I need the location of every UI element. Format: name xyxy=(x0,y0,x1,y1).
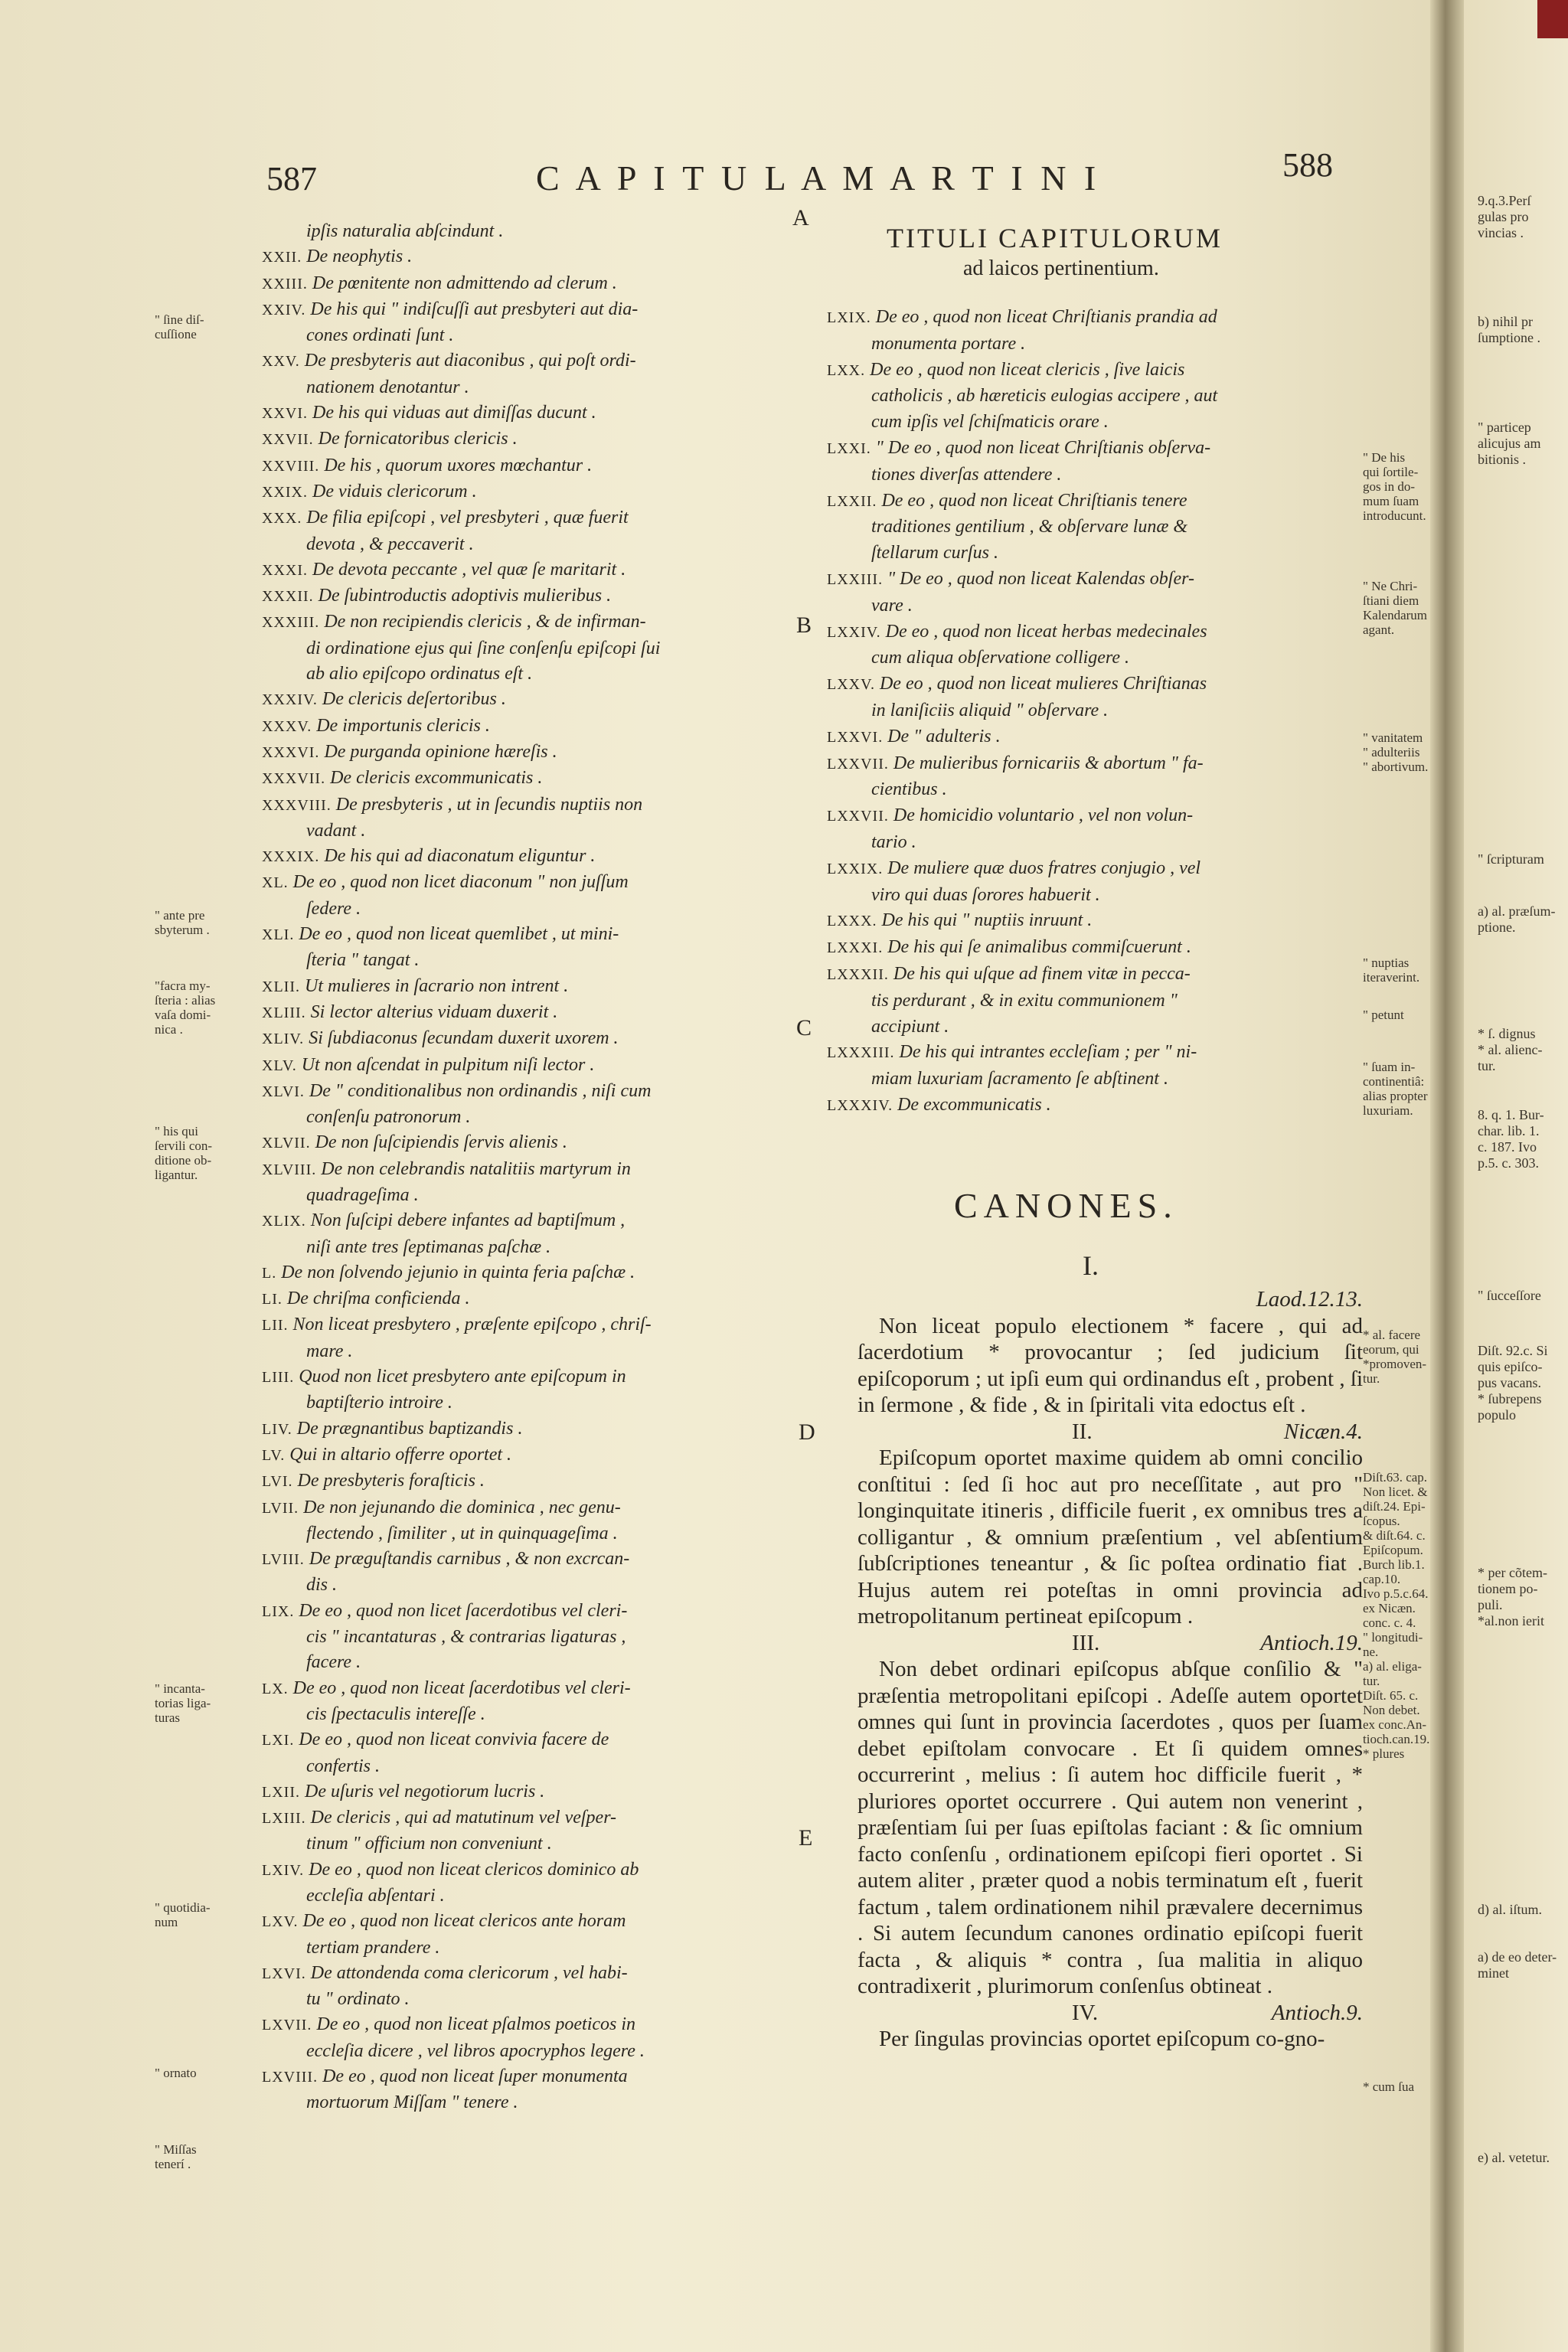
chapter-entry xyxy=(262,1286,790,1312)
canon-source: Antioch.19. xyxy=(1260,1630,1363,1655)
chapter-number: XXVII. xyxy=(262,431,318,449)
chapter-continuation: tu " ordinato . xyxy=(306,1989,410,2010)
chapter-title: De præguſtandis carnibus , & non excrcan- xyxy=(309,1549,630,1570)
chapter-title: De eo , quod non liceat ſuper monumenta xyxy=(322,2066,628,2087)
adjacent-note: a) de eo deter- minet xyxy=(1478,1949,1557,1981)
chapter-number: XXII. xyxy=(262,249,307,266)
chapter-title: De eo , quod non liceat Chriſtianis prandia ad xyxy=(875,307,1217,327)
chapter-number: LXXIV. xyxy=(827,623,886,641)
chapter-title: De his qui intrantes eccleſiam ; per " ni- xyxy=(899,1042,1197,1063)
chapter-continuation: niſi ante tres ſeptimanas paſchæ . xyxy=(306,1236,551,1257)
chapter-title: De non celebrandis natalitiis martyrum in xyxy=(321,1158,631,1179)
margin-note: " vanitatem " adulteriis " abortivum. xyxy=(1363,730,1429,774)
chapter-title: De " conditionalibus non ordinandis , niſi cum xyxy=(309,1080,652,1101)
canon-number: IV. xyxy=(1072,2000,1099,2025)
chapter-title: De clericis deſertoribus . xyxy=(322,689,506,710)
chapter-entry xyxy=(262,348,790,374)
canon-number-i: I. xyxy=(1083,1250,1099,1281)
chapter-continuation: vadant . xyxy=(306,820,366,841)
chapter-number: LI. xyxy=(262,1291,287,1308)
chapter-number: LXII. xyxy=(262,1783,305,1801)
chapter-entry xyxy=(262,1157,790,1183)
chapter-entry xyxy=(262,1495,790,1521)
chapter-number: LXXXI. xyxy=(827,939,888,957)
chapter-number: XLIII. xyxy=(262,1004,311,1021)
chapter-title: De presbyteris aut diaconibus , qui poſt ordi- xyxy=(304,351,636,371)
chapter-number: LXIV. xyxy=(262,1861,309,1879)
chapter-title: " De eo , quod non liceat Kalendas obſer- xyxy=(887,568,1194,589)
chapter-entry xyxy=(827,488,1363,515)
adjacent-note: 8. q. 1. Bur- char. lib. 1. c. 187. Ivo p.5. c. 303. xyxy=(1478,1107,1544,1171)
canon-source: Antioch.9. xyxy=(1271,2000,1363,2025)
chapter-title: De non ſuſcipiendis ſervis alienis . xyxy=(315,1132,567,1153)
chapter-entry xyxy=(262,271,790,297)
chapter-number: XXXVI. xyxy=(262,743,325,761)
chapter-title: De his qui ſe animalibus commiſcuerunt . xyxy=(887,937,1191,958)
margin-note: "facra my- ſteria : alias vaſa domi- nica . xyxy=(155,978,216,1037)
chapter-title: De eo , quod non liceat quemlibet , ut mini- xyxy=(299,924,619,945)
chapter-title: De devota peccante , vel quæ ſe maritarit . xyxy=(312,559,626,580)
chapter-continuation: baptiſterio introire . xyxy=(306,1393,452,1413)
chapter-continuation: vare . xyxy=(871,595,913,616)
section-letter-b: B xyxy=(796,612,812,638)
chapter-title: De eo , quod non liceat clericos ante horam xyxy=(302,1911,626,1932)
chapter-continuation: tiones diverſas attendere . xyxy=(871,464,1062,485)
chapter-number: LXXV. xyxy=(827,676,880,694)
chapter-title: De non ſolvendo jejunio in quinta feria paſchæ . xyxy=(281,1262,635,1282)
chapter-number: XLII. xyxy=(262,978,305,995)
chapter-entry xyxy=(262,557,790,583)
margin-note: " incanta- torias liga- turas xyxy=(155,1681,211,1725)
chapter-continuation: miam luxuriam ſacramento ſe abſtinent . xyxy=(871,1069,1168,1089)
margin-note: " ornato xyxy=(155,2066,197,2080)
chapter-number: LIX. xyxy=(262,1602,299,1620)
right-chapter-list xyxy=(827,305,1363,1119)
chapter-number: LXXX. xyxy=(827,913,882,930)
canon-header xyxy=(858,1630,1363,1657)
chapter-continuation: eccleſia dicere , vel libros apocryphos legere . xyxy=(306,2040,645,2061)
chapter-title: De eo , quod non liceat clericos dominico ab xyxy=(309,1859,639,1880)
chapter-number: XXVI. xyxy=(262,405,312,423)
chapter-entry xyxy=(262,609,790,635)
chapter-entry xyxy=(262,870,790,896)
chapter-number: XLVII. xyxy=(262,1135,315,1152)
chapter-entry xyxy=(827,567,1363,593)
chapter-continuation: cum aliqua obſervatione colligere . xyxy=(871,648,1130,668)
chapter-number: LXXI. xyxy=(827,439,876,457)
chapter-number: XXV. xyxy=(262,353,305,371)
margin-note: " his qui ſervili con- ditione ob- ligantur. xyxy=(155,1124,213,1182)
chapter-number: LXXXIII. xyxy=(827,1044,900,1062)
chapter-entry xyxy=(262,426,790,452)
chapter-title: De his qui " nuptiis inruunt . xyxy=(881,910,1093,931)
chapter-number: LXX. xyxy=(827,361,871,379)
chapter-title: De clericis , qui ad matutinum vel veſper- xyxy=(310,1808,617,1828)
chapter-number: LXVII. xyxy=(262,2017,317,2034)
chapter-number: LXXVII. xyxy=(827,755,893,773)
margin-note: * cum ſua xyxy=(1363,2079,1415,2094)
canon-number xyxy=(858,1286,1072,1313)
chapter-continuation: ſtellarum curſus . xyxy=(871,543,998,564)
chapter-continuation: facere . xyxy=(306,1652,361,1673)
chapter-title: De fornicatoribus clericis . xyxy=(318,429,518,449)
chapter-entry xyxy=(262,1961,790,1987)
chapter-title: Qui in altario offerre oportet . xyxy=(289,1444,512,1465)
chapter-number: XXXVII. xyxy=(262,770,331,788)
chapter-number: LIII. xyxy=(262,1369,299,1387)
chapter-entry xyxy=(262,2064,790,2090)
canon-number: III. xyxy=(1072,1630,1100,1655)
adjacent-note: b) nihil pr ſumptione . xyxy=(1478,314,1540,345)
chapter-entry xyxy=(262,1442,790,1468)
chapter-number: XLVI. xyxy=(262,1083,309,1100)
chapter-title: De eo , quod non liceat herbas medecinales xyxy=(885,621,1207,642)
canon-header xyxy=(858,2000,1363,2027)
margin-note: " Ne Chri- ſtiani diem Kalendarum agant. xyxy=(1363,579,1428,637)
chapter-entry xyxy=(827,305,1363,332)
chapter-continuation: conſenſu patronorum . xyxy=(306,1107,471,1128)
adjacent-note: Diſt. 92.c. Si quis epiſco- pus vacans. * ſubrepens populo xyxy=(1478,1343,1548,1423)
section-letter-e: E xyxy=(799,1825,813,1851)
chapter-number: LVI. xyxy=(262,1473,298,1491)
section-letter-a: A xyxy=(792,205,809,230)
chapter-title: De prægnantibus baptizandis . xyxy=(296,1418,523,1439)
chapter-entry xyxy=(262,1468,790,1494)
chapter-number: XXXVIII. xyxy=(262,796,336,814)
chapter-continuation: di ordinatione ejus qui ſine conſenſu epiſcopi ſui xyxy=(306,638,661,658)
chapter-entry xyxy=(262,1547,790,1573)
chapter-entry xyxy=(827,962,1363,988)
chapter-continuation: ipſis naturalia abſcindunt . xyxy=(306,221,504,241)
adjacent-note: d) al. iſtum. xyxy=(1478,1902,1542,1917)
chapter-continuation: tinum " officium non conveniunt . xyxy=(306,1834,552,1854)
chapter-title: De his qui uſque ad finem vitæ in pecca- xyxy=(893,963,1191,984)
chapter-title: De presbyteris , ut in ſecundis nuptiis non xyxy=(335,794,643,815)
chapter-title: De his qui " indiſcuſſi aut presbyteri aut dia- xyxy=(310,299,639,319)
chapter-title: De viduis clericorum . xyxy=(312,481,477,501)
tituli-subheading: ad laicos pertinentium. xyxy=(963,256,1159,280)
chapter-entry xyxy=(262,244,790,270)
adjacent-note: 9.q.3.Perſ gulas pro vincias . xyxy=(1478,193,1531,240)
chapter-entry xyxy=(262,1909,790,1935)
margin-note: * al. facere eorum, qui *promoven- tur. xyxy=(1363,1328,1427,1386)
chapter-title: De eo , quod non liceat convivia facere de xyxy=(299,1730,609,1750)
chapter-title: De attondenda coma clericorum , vel habi- xyxy=(310,1962,628,1983)
chapter-continuation: cones ordinati ſunt . xyxy=(306,325,454,346)
chapter-continuation: traditiones gentilium , & obſervare lunæ & xyxy=(871,517,1188,537)
chapter-continuation: ſedere . xyxy=(306,898,361,919)
left-page-number: 587 xyxy=(266,160,317,198)
chapter-entry xyxy=(262,1676,790,1702)
chapter-title: De " adulteris . xyxy=(887,726,1001,746)
chapter-number: XXXI. xyxy=(262,561,312,579)
canon-header xyxy=(858,1286,1363,1313)
chapter-number: LV. xyxy=(262,1446,290,1464)
chapter-continuation: cis ſpectaculis intereſſe . xyxy=(306,1704,485,1724)
chapter-continuation: quadrageſima . xyxy=(306,1184,419,1205)
canon-paragraph: Per ſingulas provincias oportet epiſcopum co-gno- xyxy=(879,2027,1325,2051)
adjacent-note: " ſucceſſore xyxy=(1478,1288,1541,1303)
chapter-entry xyxy=(262,1727,790,1753)
chapter-title: Si lector alterius viduam duxerit . xyxy=(310,1001,558,1022)
chapter-continuation: catholicis , ab hæreticis eulogias accipere , aut xyxy=(871,386,1218,407)
chapter-number: LIV. xyxy=(262,1420,297,1438)
chapter-number: XXIII. xyxy=(262,275,312,292)
chapter-title: De presbyteris foraſticis . xyxy=(297,1471,485,1491)
chapter-entry xyxy=(262,1805,790,1831)
chapter-continuation: viro qui duas ſorores habuerit . xyxy=(871,884,1100,905)
chapter-continuation: cis " incantaturas , & contrarias ligaturas , xyxy=(306,1627,626,1648)
chapter-continuation: tario . xyxy=(871,831,916,852)
chapter-entry xyxy=(262,1000,790,1026)
chapter-entry xyxy=(262,714,790,740)
chapter-title: De uſuris vel negotiorum lucris . xyxy=(304,1781,545,1802)
canons-text xyxy=(858,1286,1363,2053)
chapter-continuation: dis . xyxy=(306,1575,338,1596)
adjacent-note: " ſcripturam xyxy=(1478,851,1544,867)
red-bookmark xyxy=(1537,0,1568,38)
chapter-title: De excommunicatis . xyxy=(897,1094,1051,1115)
chapter-title: De eo , quod non liceat clericis , ſive laicis xyxy=(870,359,1185,380)
chapter-entry xyxy=(827,1093,1363,1119)
chapter-number: XLIX. xyxy=(262,1213,311,1230)
chapter-number: LXXVI. xyxy=(827,728,888,746)
chapter-number: XL. xyxy=(262,874,293,892)
chapter-number: XXIX. xyxy=(262,483,312,501)
chapter-number: LXXXII. xyxy=(827,965,893,983)
chapter-number: LXXIII. xyxy=(827,570,888,588)
right-page-number: 588 xyxy=(1282,146,1333,184)
chapter-title: De his qui viduas aut dimiſſas ducunt . xyxy=(312,403,596,423)
chapter-continuation: ſteria " tangat . xyxy=(306,950,420,971)
chapter-number: LVII. xyxy=(262,1499,304,1517)
chapter-number: XXXIV. xyxy=(262,691,322,709)
chapter-number: XXIV. xyxy=(262,301,311,318)
chapter-number: XXVIII. xyxy=(262,457,325,475)
chapter-title: Non ſuſcipi debere infantes ad baptiſmum , xyxy=(310,1210,626,1231)
chapter-title: Non liceat presbytero , præſente epiſcopo , chriſ- xyxy=(292,1315,652,1335)
canones-heading: CANONES. xyxy=(954,1186,1178,1225)
margin-note: " ante pre sbyterum . xyxy=(155,908,210,937)
chapter-number: XLI. xyxy=(262,926,299,944)
chapter-entry xyxy=(262,1260,790,1286)
chapter-number: L. xyxy=(262,1264,282,1282)
running-title: C A P I T U L A M A R T I N I xyxy=(536,158,1101,198)
margin-note: " quotidia- num xyxy=(155,1900,211,1929)
chapter-continuation: cientibus . xyxy=(871,779,947,800)
adjacent-note: a) al. præſum- ptione. xyxy=(1478,903,1556,935)
chapter-continuation: mortuorum Miſſam " tenere . xyxy=(306,2092,518,2113)
chapter-title: De eo , quod non liceat Chriſtianis tenere xyxy=(881,490,1187,511)
chapter-number: LXIII. xyxy=(262,1810,311,1828)
chapter-number: XXX. xyxy=(262,510,307,528)
adjacent-note: e) al. vetetur. xyxy=(1478,2150,1550,2165)
chapter-entry xyxy=(262,1026,790,1052)
chapter-number: XLV. xyxy=(262,1057,302,1074)
chapter-continuation: nationem denotantur . xyxy=(306,377,469,397)
chapter-entry xyxy=(262,583,790,609)
chapter-entry xyxy=(262,297,790,323)
chapter-title: Quod non licet presbytero ante epiſcopum in xyxy=(299,1367,626,1387)
chapter-number: XXXIII. xyxy=(262,614,325,632)
chapter-entry xyxy=(827,751,1363,778)
chapter-title: De importunis clericis . xyxy=(316,715,490,736)
chapter-number: LXI. xyxy=(262,1732,299,1749)
chapter-entry xyxy=(262,1364,790,1390)
chapter-entry xyxy=(827,724,1363,751)
chapter-title: Si ſubdiaconus ſecundam duxerit uxorem . xyxy=(309,1028,619,1049)
chapter-number: LXXII. xyxy=(827,492,882,510)
chapter-title: De his , quorum uxores mœchantur . xyxy=(324,455,593,475)
chapter-number: LXIX. xyxy=(827,309,876,326)
chapter-title: De pœnitente non admittendo ad clerum . xyxy=(312,273,617,293)
chapter-title: De neophytis . xyxy=(306,247,413,267)
section-letter-c: C xyxy=(796,1015,812,1040)
chapter-number: LXVI. xyxy=(262,1965,311,1982)
chapter-continuation: confertis . xyxy=(306,1756,380,1776)
margin-note: " petunt xyxy=(1363,1008,1404,1022)
chapter-number: LVIII. xyxy=(262,1551,309,1569)
chapter-number: XXXV. xyxy=(262,717,317,735)
chapter-number: XLIV. xyxy=(262,1031,309,1048)
chapter-entry xyxy=(827,358,1363,384)
adjacent-page xyxy=(1464,0,1568,2352)
chapter-continuation: cum ipſis vel ſchiſmaticis orare . xyxy=(871,412,1109,433)
canon-number: II. xyxy=(1072,1419,1093,1444)
chapter-title: De purganda opinione hæreſis . xyxy=(324,741,557,762)
chapter-entry xyxy=(827,671,1363,698)
chapter-entry xyxy=(262,766,790,792)
tituli-heading: TITULI CAPITULORUM xyxy=(887,223,1223,253)
chapter-continuation: in laniſiciis aliquid " obſervare . xyxy=(871,700,1109,720)
chapter-title: De homicidio voluntario , vel non volun- xyxy=(893,805,1194,826)
chapter-entry xyxy=(262,844,790,870)
chapter-entry xyxy=(827,908,1363,935)
chapter-entry xyxy=(262,1857,790,1883)
chapter-entry xyxy=(262,1208,790,1234)
chapter-title: De clericis excommunicatis . xyxy=(330,768,543,789)
chapter-entry xyxy=(262,740,790,766)
margin-note: " ſine diſ- cuſſione xyxy=(155,312,204,341)
chapter-continuation: tis perdurant , & in exitu communionem " xyxy=(871,990,1178,1011)
adjacent-note: * per cõtem- tionem po- puli. *al.non ierit xyxy=(1478,1565,1547,1628)
adjacent-note: * ſ. dignus * al. alienc- tur. xyxy=(1478,1026,1543,1073)
chapter-title: De non recipiendis clericis , & de infirman- xyxy=(324,612,646,632)
chapter-entry xyxy=(262,792,790,818)
chapter-title: Ut mulieres in ſacrario non intrent . xyxy=(304,975,569,996)
chapter-number: XLVIII. xyxy=(262,1161,322,1178)
chapter-number: XXXIX. xyxy=(262,848,325,866)
chapter-entry xyxy=(262,922,790,948)
chapter-entry xyxy=(262,1599,790,1625)
canon-header xyxy=(858,1419,1363,1446)
chapter-entry xyxy=(262,687,790,713)
chapter-title: De his qui ad diaconatum eliguntur . xyxy=(324,846,596,867)
chapter-title: De filia epiſcopi , vel presbyteri , quæ fuerit xyxy=(306,508,629,528)
chapter-entry xyxy=(827,803,1363,830)
chapter-number: LXVIII. xyxy=(262,2069,323,2086)
chapter-entry xyxy=(262,1416,790,1442)
chapter-title: De chriſma conficienda . xyxy=(286,1289,470,1309)
chapter-title: De eo , quod non liceat pſalmos poeticos in xyxy=(316,2014,636,2035)
book-gutter xyxy=(1430,0,1464,2352)
chapter-title: De eo , quod non licet diaconum " non juſſum xyxy=(292,872,629,893)
chapter-number: LXXXIV. xyxy=(827,1096,898,1114)
chapter-entry xyxy=(262,505,790,531)
chapter-entry xyxy=(827,856,1363,883)
left-chapter-list xyxy=(262,219,790,2116)
chapter-title: De non jejunando die dominica , nec genu- xyxy=(303,1497,621,1517)
chapter-entry xyxy=(262,479,790,505)
chapter-continuation: monumenta portare . xyxy=(871,333,1026,354)
chapter-title: De muliere quæ duos fratres conjugio , vel xyxy=(887,858,1201,878)
chapter-title: De eo , quod non licet ſacerdotibus vel cleri- xyxy=(299,1600,628,1621)
chapter-title: Ut non aſcendat in pulpitum niſi lector . xyxy=(301,1054,595,1075)
chapter-entry xyxy=(262,1079,790,1105)
chapter-entry xyxy=(262,2012,790,2038)
chapter-number: LXXIX. xyxy=(827,860,888,877)
section-letter-d: D xyxy=(799,1419,815,1445)
chapter-number: LX. xyxy=(262,1680,293,1697)
canon-source: Nicæn.4. xyxy=(1283,1419,1363,1444)
canon-paragraph: Epiſcopum oportet maxime quidem ab omni concilio conſtitui : ſed ſi hoc aut pro neceſſitate , aut pro " longinquitate itineris , difficile fuerit , ex omnibus tres a colligantur , & omnium præſentium , vel abſentium ſubſcriptiones teneantur , & ſic poſtea ordinatio fiat . Hujus autem rei poteſtas in omni provincia ad metropolitanum pertineat epiſcopum . xyxy=(858,1446,1363,1628)
chapter-entry xyxy=(827,1040,1363,1067)
chapter-continuation: ab alio epiſcopo ordinatus eſt . xyxy=(306,664,533,684)
chapter-title: De eo , quod non liceat ſacerdotibus vel cleri- xyxy=(292,1677,631,1698)
chapter-number: XXXII. xyxy=(262,588,318,606)
chapter-entry xyxy=(262,1779,790,1805)
chapter-title: " De eo , quod non liceat Chriſtianis obſerva- xyxy=(875,437,1211,458)
chapter-entry xyxy=(262,453,790,479)
chapter-entry xyxy=(262,1312,790,1338)
chapter-number: LII. xyxy=(262,1317,293,1334)
chapter-title: De eo , quod non liceat mulieres Chriſtianas xyxy=(879,674,1207,694)
chapter-continuation: devota , & peccaverit . xyxy=(306,534,474,554)
chapter-title: De ſubintroductis adoptivis mulieribus . xyxy=(318,586,612,606)
canon-source: Laod.12.13. xyxy=(1256,1287,1363,1312)
chapter-number: LXXVII. xyxy=(827,808,893,825)
chapter-entry xyxy=(827,935,1363,962)
margin-note: Diſt.63. cap. Non licet. & diſt.24. Epi- ſcopus. & diſt.64. c. Epiſcopum. Burch lib.1. cap.10. Ivo p.5.c.64. ex Nicæn. conc. c. 4. " longitudi- ne. a) al. eliga- tur. Diſt. 65. c. Non debet. ex conc.An- tioch.can.19. * plures xyxy=(1363,1470,1430,1761)
chapter-continuation: eccleſia abſentari . xyxy=(306,1886,445,1906)
margin-note: " ſuam in- continentiâ: alias propter luxuriam. xyxy=(1363,1060,1428,1118)
chapter-title: De mulieribus fornicariis & abortum " fa- xyxy=(893,753,1204,773)
canon-paragraph: Non liceat populo electionem * facere , qui ad ſacerdotium * provocantur ; ſed judicium ſit epiſcoporum ; ut ipſi eum qui ordinandus eſt , probent , ſi in ſermone , & fide , & in ſpiritali vita edoctus eſt . xyxy=(858,1313,1363,1417)
chapter-entry xyxy=(262,974,790,1000)
canon-paragraph: Non debet ordinari epiſcopus abſque conſilio & " præſentia metropolitani epiſcopi . Adeſſe autem oportet omnes qui ſunt in provincia ſacerdotes , quos per ſuam debet epiſtolam convocare . Et ſi quidem omnes occurrerint , melius : ſi autem hoc difficile fuerit , * pluriores oportet occurrere . Qui autem non venerint , præſentiam ſui per ſuas epiſtolas faciant : & ſic omnium facto conſenſu , ordinationem epiſcopi fieri oportet . Si autem aliter , præter quod a nobis terminatum eſt , fuerit factum , talem ordinationem nihil prævalere decernimus . Si autem ſecundum canones ordinatio epiſcopi fuerit facta , & aliquis * contra , ſua malitia in aliquo contradixerit , plurimorum conſenſus obtineat . xyxy=(858,1657,1363,1998)
chapter-continuation: mare . xyxy=(306,1341,353,1361)
chapter-continuation: tertiam prandere . xyxy=(306,1937,440,1958)
chapter-entry xyxy=(827,436,1363,462)
margin-note: " Miſſas tenerí . xyxy=(155,2142,197,2171)
chapter-entry xyxy=(262,1130,790,1156)
margin-note: " nuptias iteraverint. xyxy=(1363,956,1420,985)
chapter-continuation: flectendo , ſimiliter , ut in quinquageſima . xyxy=(306,1523,618,1544)
margin-note: " De his qui ſortile- gos in do- mum ſuam introducunt. xyxy=(1363,450,1426,523)
chapter-number: LXV. xyxy=(262,1913,303,1931)
chapter-continuation: accipiunt . xyxy=(871,1016,949,1037)
chapter-entry xyxy=(827,619,1363,646)
chapter-entry xyxy=(262,400,790,426)
adjacent-note: " particep alicujus am bitionis . xyxy=(1478,420,1541,467)
chapter-entry xyxy=(262,1053,790,1079)
